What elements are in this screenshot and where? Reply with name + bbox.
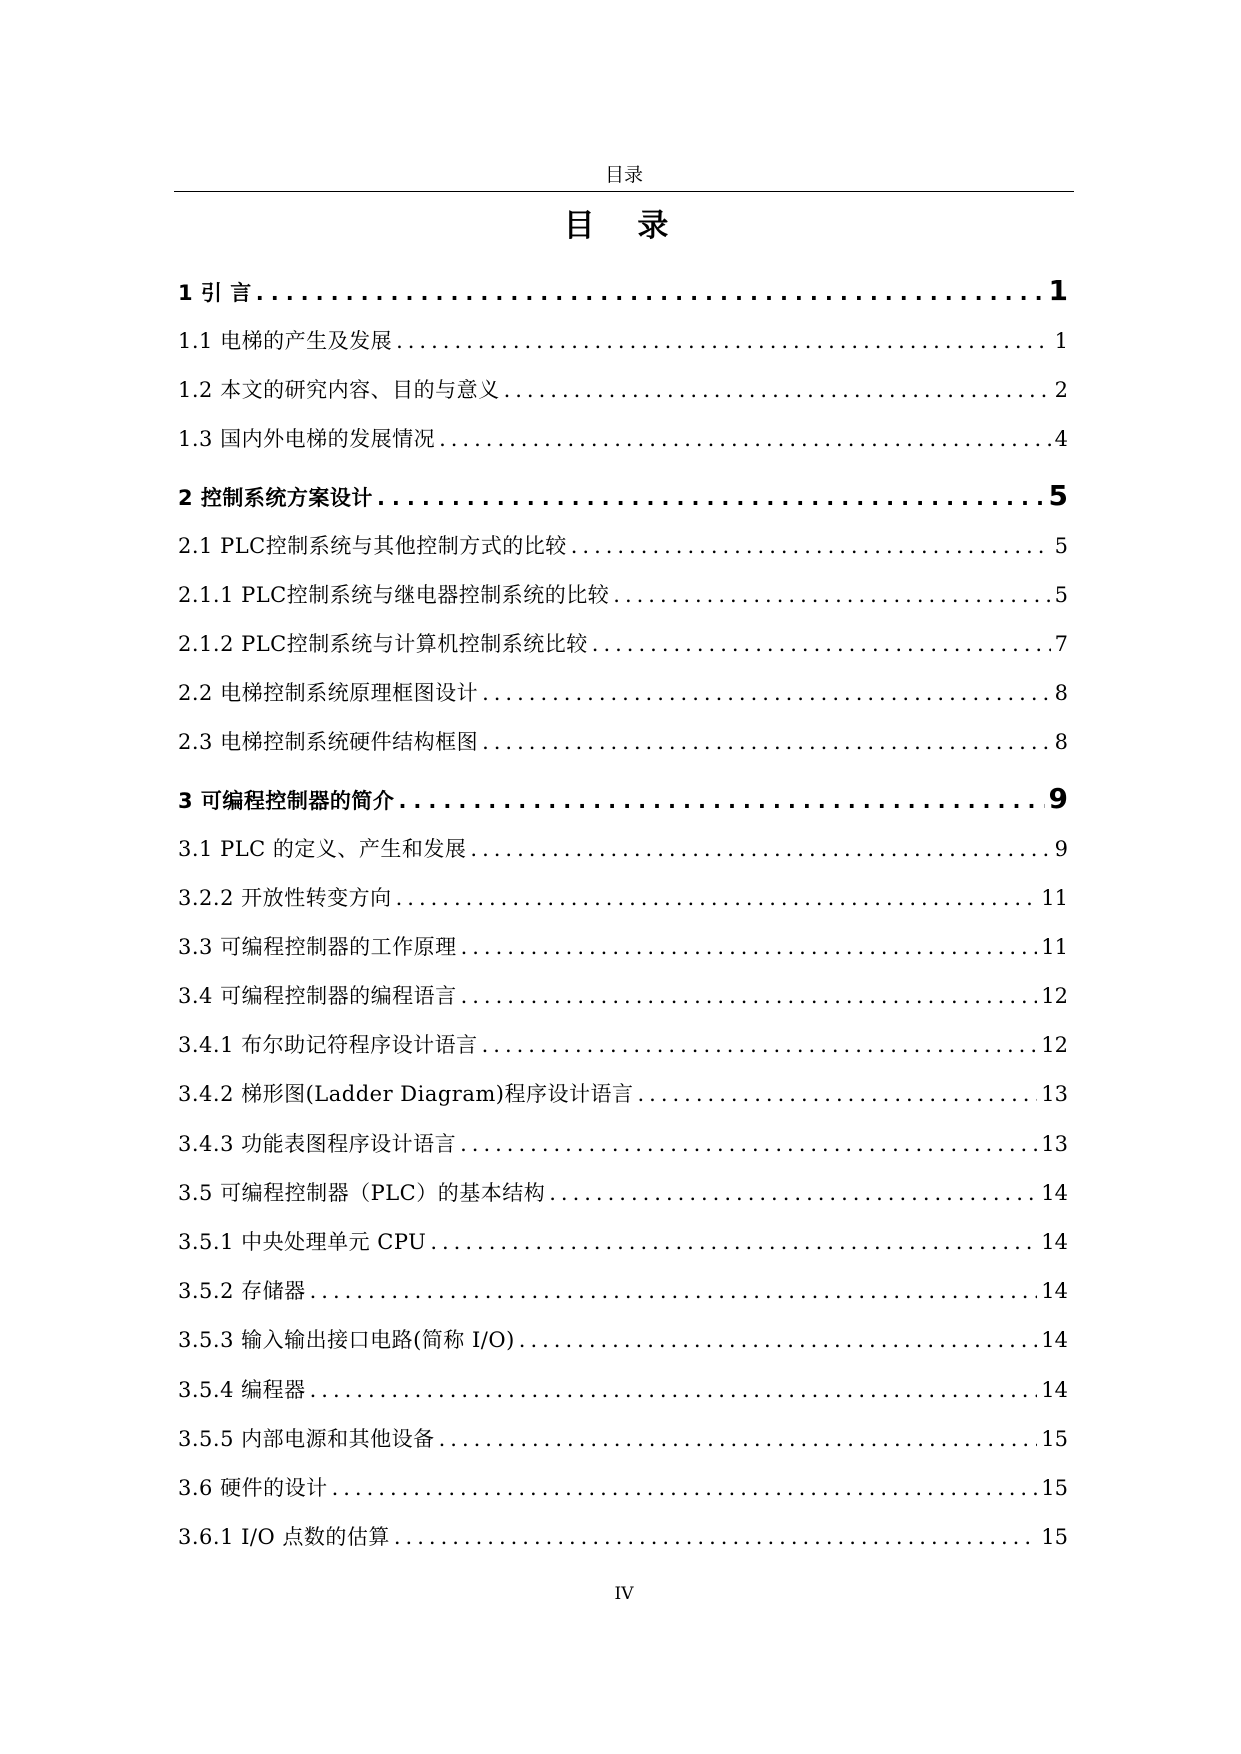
toc-entry-page: 15 bbox=[1041, 1426, 1068, 1451]
toc-entry-label: 2.3 电梯控制系统硬件结构框图 bbox=[178, 730, 479, 755]
toc-entry-label: 3.5.4 编程器 bbox=[178, 1377, 306, 1402]
toc-entry-label: 3.5 可编程控制器（PLC）的基本结构 bbox=[178, 1180, 546, 1205]
toc-entry-label: 1.3 国内外电梯的发展情况 bbox=[178, 427, 436, 452]
toc-entry-label: 3.6 硬件的设计 bbox=[178, 1475, 328, 1500]
toc-dot-leader bbox=[470, 837, 1050, 861]
toc-entry[interactable] bbox=[178, 677, 1068, 726]
toc-entry-page: 14 bbox=[1041, 1328, 1068, 1353]
toc-entry[interactable] bbox=[178, 374, 1068, 423]
toc-title: 目 录 bbox=[563, 208, 685, 244]
toc-entry[interactable] bbox=[178, 1472, 1068, 1521]
toc-dot-leader bbox=[571, 534, 1051, 558]
toc-entry-page: 7 bbox=[1054, 631, 1068, 656]
toc-entry[interactable] bbox=[178, 776, 1068, 833]
toc-entry-page: 12 bbox=[1041, 984, 1068, 1009]
toc-entry-label: 2.1.2 PLC控制系统与计算机控制系统比较 bbox=[178, 631, 588, 656]
toc-entry-page: 15 bbox=[1041, 1525, 1068, 1550]
toc-entry-page: 5 bbox=[1054, 582, 1068, 607]
toc-entry[interactable] bbox=[178, 1177, 1068, 1226]
toc-dot-leader bbox=[396, 329, 1051, 353]
toc-dot-leader bbox=[482, 1033, 1038, 1057]
toc-dot-leader bbox=[398, 789, 1044, 813]
toc-entry[interactable] bbox=[178, 325, 1068, 374]
toc-entry-page: 2 bbox=[1054, 378, 1068, 403]
toc-entry[interactable] bbox=[178, 1324, 1068, 1373]
toc-entry-page: 8 bbox=[1054, 681, 1068, 706]
toc-dot-leader bbox=[310, 1279, 1038, 1303]
toc-dot-leader bbox=[377, 486, 1045, 510]
toc-entry-label: 3 可编程控制器的简介 bbox=[178, 788, 395, 813]
toc-dot-leader bbox=[430, 1230, 1037, 1254]
toc-dot-leader bbox=[439, 1427, 1038, 1451]
toc-entry[interactable] bbox=[178, 1275, 1068, 1324]
toc-entry-label: 3.4.2 梯形图(Ladder Diagram)程序设计语言 bbox=[178, 1082, 634, 1107]
toc-entry[interactable] bbox=[178, 268, 1068, 325]
toc-entry[interactable] bbox=[178, 1078, 1068, 1127]
toc-entry-page: 11 bbox=[1041, 885, 1068, 910]
toc-entry[interactable] bbox=[178, 628, 1068, 677]
toc-entry-page: 5 bbox=[1048, 478, 1068, 512]
table-of-contents bbox=[178, 268, 1068, 1570]
toc-entry-page: 12 bbox=[1041, 1033, 1068, 1058]
toc-entry-label: 3.4 可编程控制器的编程语言 bbox=[178, 984, 457, 1009]
toc-entry-page: 9 bbox=[1048, 781, 1068, 815]
toc-dot-leader bbox=[461, 935, 1038, 959]
toc-entry[interactable] bbox=[178, 1226, 1068, 1275]
toc-entry-label: 3.5.1 中央处理单元 CPU bbox=[178, 1230, 427, 1254]
toc-entry-page: 8 bbox=[1054, 730, 1068, 755]
toc-entry[interactable] bbox=[178, 833, 1068, 882]
toc-entry-label: 1 引 言 bbox=[178, 281, 252, 305]
toc-dot-leader bbox=[549, 1181, 1037, 1205]
toc-entry[interactable] bbox=[178, 423, 1068, 472]
toc-entry[interactable] bbox=[178, 1521, 1068, 1570]
toc-entry[interactable] bbox=[178, 530, 1068, 579]
toc-entry[interactable] bbox=[178, 1029, 1068, 1078]
toc-entry-label: 3.5.5 内部电源和其他设备 bbox=[178, 1426, 435, 1451]
toc-entry-label: 3.1 PLC 的定义、产生和发展 bbox=[178, 836, 467, 861]
toc-entry-label: 2.2 电梯控制系统原理框图设计 bbox=[178, 681, 479, 706]
toc-entry-page: 1 bbox=[1048, 274, 1068, 307]
toc-entry[interactable] bbox=[178, 473, 1068, 530]
toc-entry[interactable] bbox=[178, 726, 1068, 775]
toc-dot-leader bbox=[310, 1378, 1038, 1402]
toc-entry-page: 14 bbox=[1041, 1279, 1068, 1304]
toc-dot-leader bbox=[461, 984, 1038, 1008]
toc-dot-leader bbox=[637, 1082, 1037, 1106]
toc-entry-label: 3.5.3 输入输出接口电路(简称 I/O) bbox=[178, 1328, 515, 1353]
toc-entry-label: 2.1 PLC控制系统与其他控制方式的比较 bbox=[178, 533, 567, 558]
toc-entry-page: 14 bbox=[1041, 1230, 1068, 1254]
toc-entry-page: 4 bbox=[1054, 427, 1068, 452]
toc-entry-page: 14 bbox=[1041, 1377, 1068, 1402]
toc-entry-page: 11 bbox=[1041, 934, 1068, 959]
toc-entry-label: 1.1 电梯的产生及发展 bbox=[178, 329, 393, 353]
toc-entry-page: 5 bbox=[1054, 533, 1068, 558]
toc-dot-leader bbox=[396, 886, 1038, 910]
toc-entry-label: 2 控制系统方案设计 bbox=[178, 485, 373, 510]
toc-entry-label: 3.5.2 存储器 bbox=[178, 1279, 306, 1304]
toc-entry-page: 9 bbox=[1054, 836, 1068, 861]
toc-dot-leader bbox=[504, 378, 1051, 402]
page-number: IV bbox=[614, 1584, 634, 1604]
toc-dot-leader bbox=[256, 281, 1045, 305]
toc-entry[interactable] bbox=[178, 1374, 1068, 1423]
toc-dot-leader bbox=[332, 1476, 1038, 1500]
toc-dot-leader bbox=[460, 1132, 1037, 1156]
toc-entry-page: 13 bbox=[1041, 1082, 1068, 1107]
toc-entry[interactable] bbox=[178, 931, 1068, 980]
toc-entry[interactable] bbox=[178, 1423, 1068, 1472]
toc-entry-label: 2.1.1 PLC控制系统与继电器控制系统的比较 bbox=[178, 582, 610, 607]
toc-dot-leader bbox=[482, 681, 1051, 705]
toc-entry-page: 14 bbox=[1041, 1180, 1068, 1205]
toc-entry[interactable] bbox=[178, 1128, 1068, 1177]
toc-entry-page: 13 bbox=[1041, 1131, 1068, 1156]
toc-dot-leader bbox=[439, 427, 1051, 451]
toc-dot-leader bbox=[519, 1328, 1038, 1352]
toc-entry-label: 3.3 可编程控制器的工作原理 bbox=[178, 934, 457, 959]
toc-entry-label: 3.4.1 布尔助记符程序设计语言 bbox=[178, 1033, 478, 1058]
toc-entry-page: 15 bbox=[1041, 1475, 1068, 1500]
toc-entry-label: 1.2 本文的研究内容、目的与意义 bbox=[178, 378, 500, 403]
toc-entry[interactable] bbox=[178, 579, 1068, 628]
toc-dot-leader bbox=[592, 632, 1051, 656]
toc-dot-leader bbox=[394, 1525, 1037, 1549]
header-rule bbox=[174, 191, 1074, 192]
running-header: 目录 bbox=[604, 164, 643, 186]
toc-entry[interactable] bbox=[178, 980, 1068, 1029]
toc-dot-leader bbox=[613, 583, 1050, 607]
toc-entry-label: 3.4.3 功能表图程序设计语言 bbox=[178, 1131, 457, 1156]
toc-entry[interactable] bbox=[178, 882, 1068, 931]
toc-entry-label: 3.6.1 I/O 点数的估算 bbox=[178, 1525, 390, 1550]
toc-entry-label: 3.2.2 开放性转变方向 bbox=[178, 885, 392, 910]
toc-entry-page: 1 bbox=[1054, 329, 1068, 353]
toc-dot-leader bbox=[482, 730, 1051, 754]
